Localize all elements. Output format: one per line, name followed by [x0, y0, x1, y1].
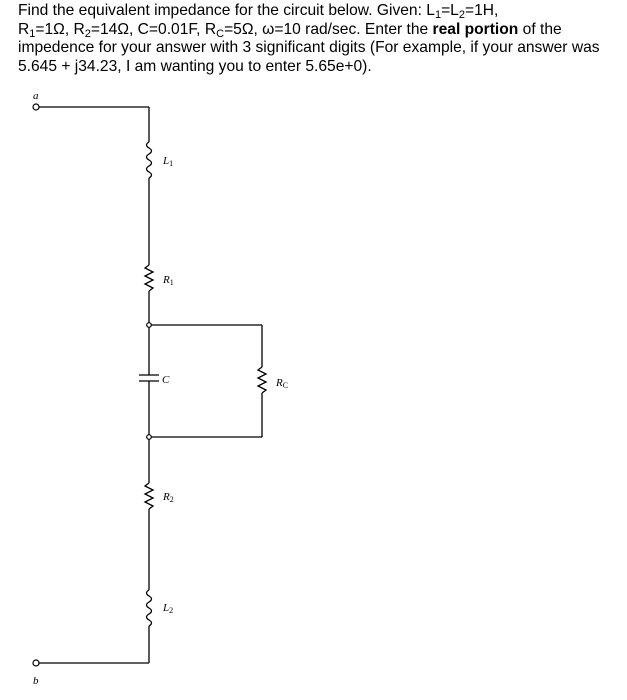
resistor-r1: [145, 265, 153, 291]
label-r1: R1: [163, 274, 174, 287]
question-text: Find the equivalent impedance for the circuit below. Given: $L_1=L_2=1H$, $R_1=1\Omega$, $R_2=14\Omega$, C=0.01F, $R_C=5\Omega$, ω=10 rad/sec. Enter the real portion of the impedence for your answer with 3 significant digits (For example, if your answer was 5.645 + j34.23, I am wanting you to enter 5.65e+0).: [18, 2, 600, 75]
resistor-r2: [145, 483, 153, 509]
label-l1: L1: [163, 155, 174, 168]
emphasis-real-portion: real portion: [432, 20, 519, 38]
junction-bottom: [147, 435, 152, 440]
junction-top: [147, 323, 152, 328]
inductor-l2: [147, 590, 152, 626]
resistor-rc: [258, 367, 266, 393]
label-rc: RC: [276, 377, 289, 390]
inductor-l1: [147, 142, 152, 178]
label-r2: R2: [163, 491, 174, 504]
label-l2: L2: [163, 602, 174, 615]
terminal-b-node: [33, 660, 39, 666]
label-terminal-b: b: [33, 675, 39, 687]
label-terminal-a: a: [33, 90, 39, 102]
label-c: C: [162, 374, 170, 386]
terminal-a-node: [33, 104, 39, 110]
